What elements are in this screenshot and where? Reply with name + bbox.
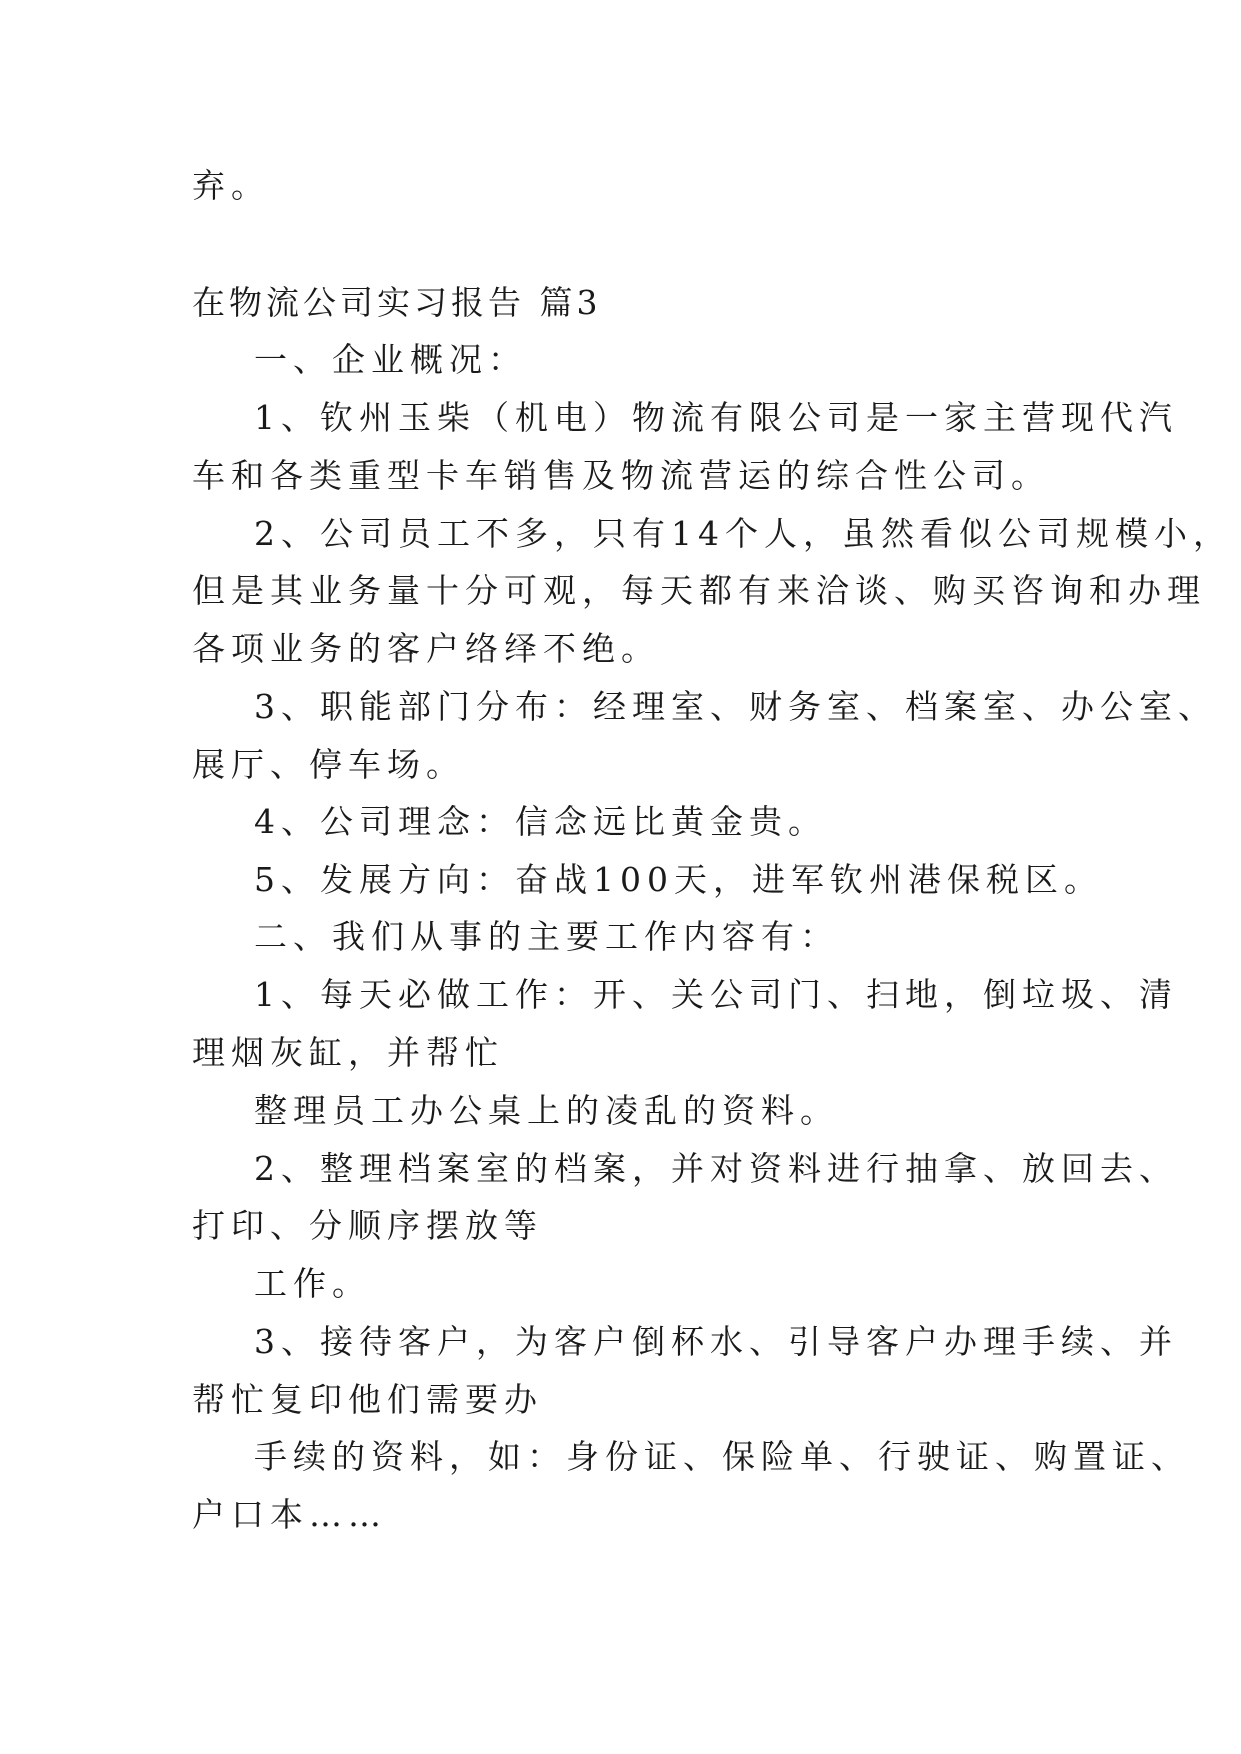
text-line: 3、职能部门分布：经理室、财务室、档案室、办公室、	[254, 687, 1217, 726]
text-line: 1、钦州玉柴（机电）物流有限公司是一家主营现代汽	[254, 398, 1178, 437]
text-line: 各项业务的客户络绎不绝。	[192, 629, 660, 668]
text-line: 帮忙复印他们需要办	[192, 1380, 543, 1419]
text-line: 工作。	[254, 1264, 371, 1303]
text-line: 1、每天必做工作：开、关公司门、扫地，倒垃圾、清	[254, 975, 1178, 1014]
text-line: 车和各类重型卡车销售及物流营运的综合性公司。	[192, 456, 1050, 495]
text-line: 4、公司理念：信念远比黄金贵。	[254, 802, 827, 841]
text-line: 3、接待客户，为客户倒杯水、引导客户办理手续、并	[254, 1322, 1178, 1361]
text-line: 2、公司员工不多，只有14个人，虽然看似公司规模小，	[254, 514, 1232, 553]
text-line: 2、整理档案室的档案，并对资料进行抽拿、放回去、	[254, 1149, 1178, 1188]
text-line: 手续的资料，如：身份证、保险单、行驶证、购置证、	[254, 1437, 1190, 1476]
heading-line: 二、我们从事的主要工作内容有：	[254, 917, 839, 956]
text-line: 但是其业务量十分可观，每天都有来洽谈、购买咨询和办理	[192, 571, 1206, 610]
heading-line: 一、企业概况：	[254, 340, 527, 379]
text-line: 户口本……	[192, 1495, 387, 1534]
text-line: 5、发展方向：奋战100天，进军钦州港保税区。	[254, 860, 1103, 899]
text-line: 展厅、停车场。	[192, 745, 465, 784]
text-line: 弃。	[192, 166, 270, 205]
text-line: 整理员工办公桌上的凌乱的资料。	[254, 1091, 839, 1130]
text-line: 打印、分顺序摆放等	[192, 1206, 543, 1245]
section-title: 在物流公司实习报告 篇3	[192, 283, 602, 322]
text-line: 理烟灰缸，并帮忙	[192, 1033, 504, 1072]
